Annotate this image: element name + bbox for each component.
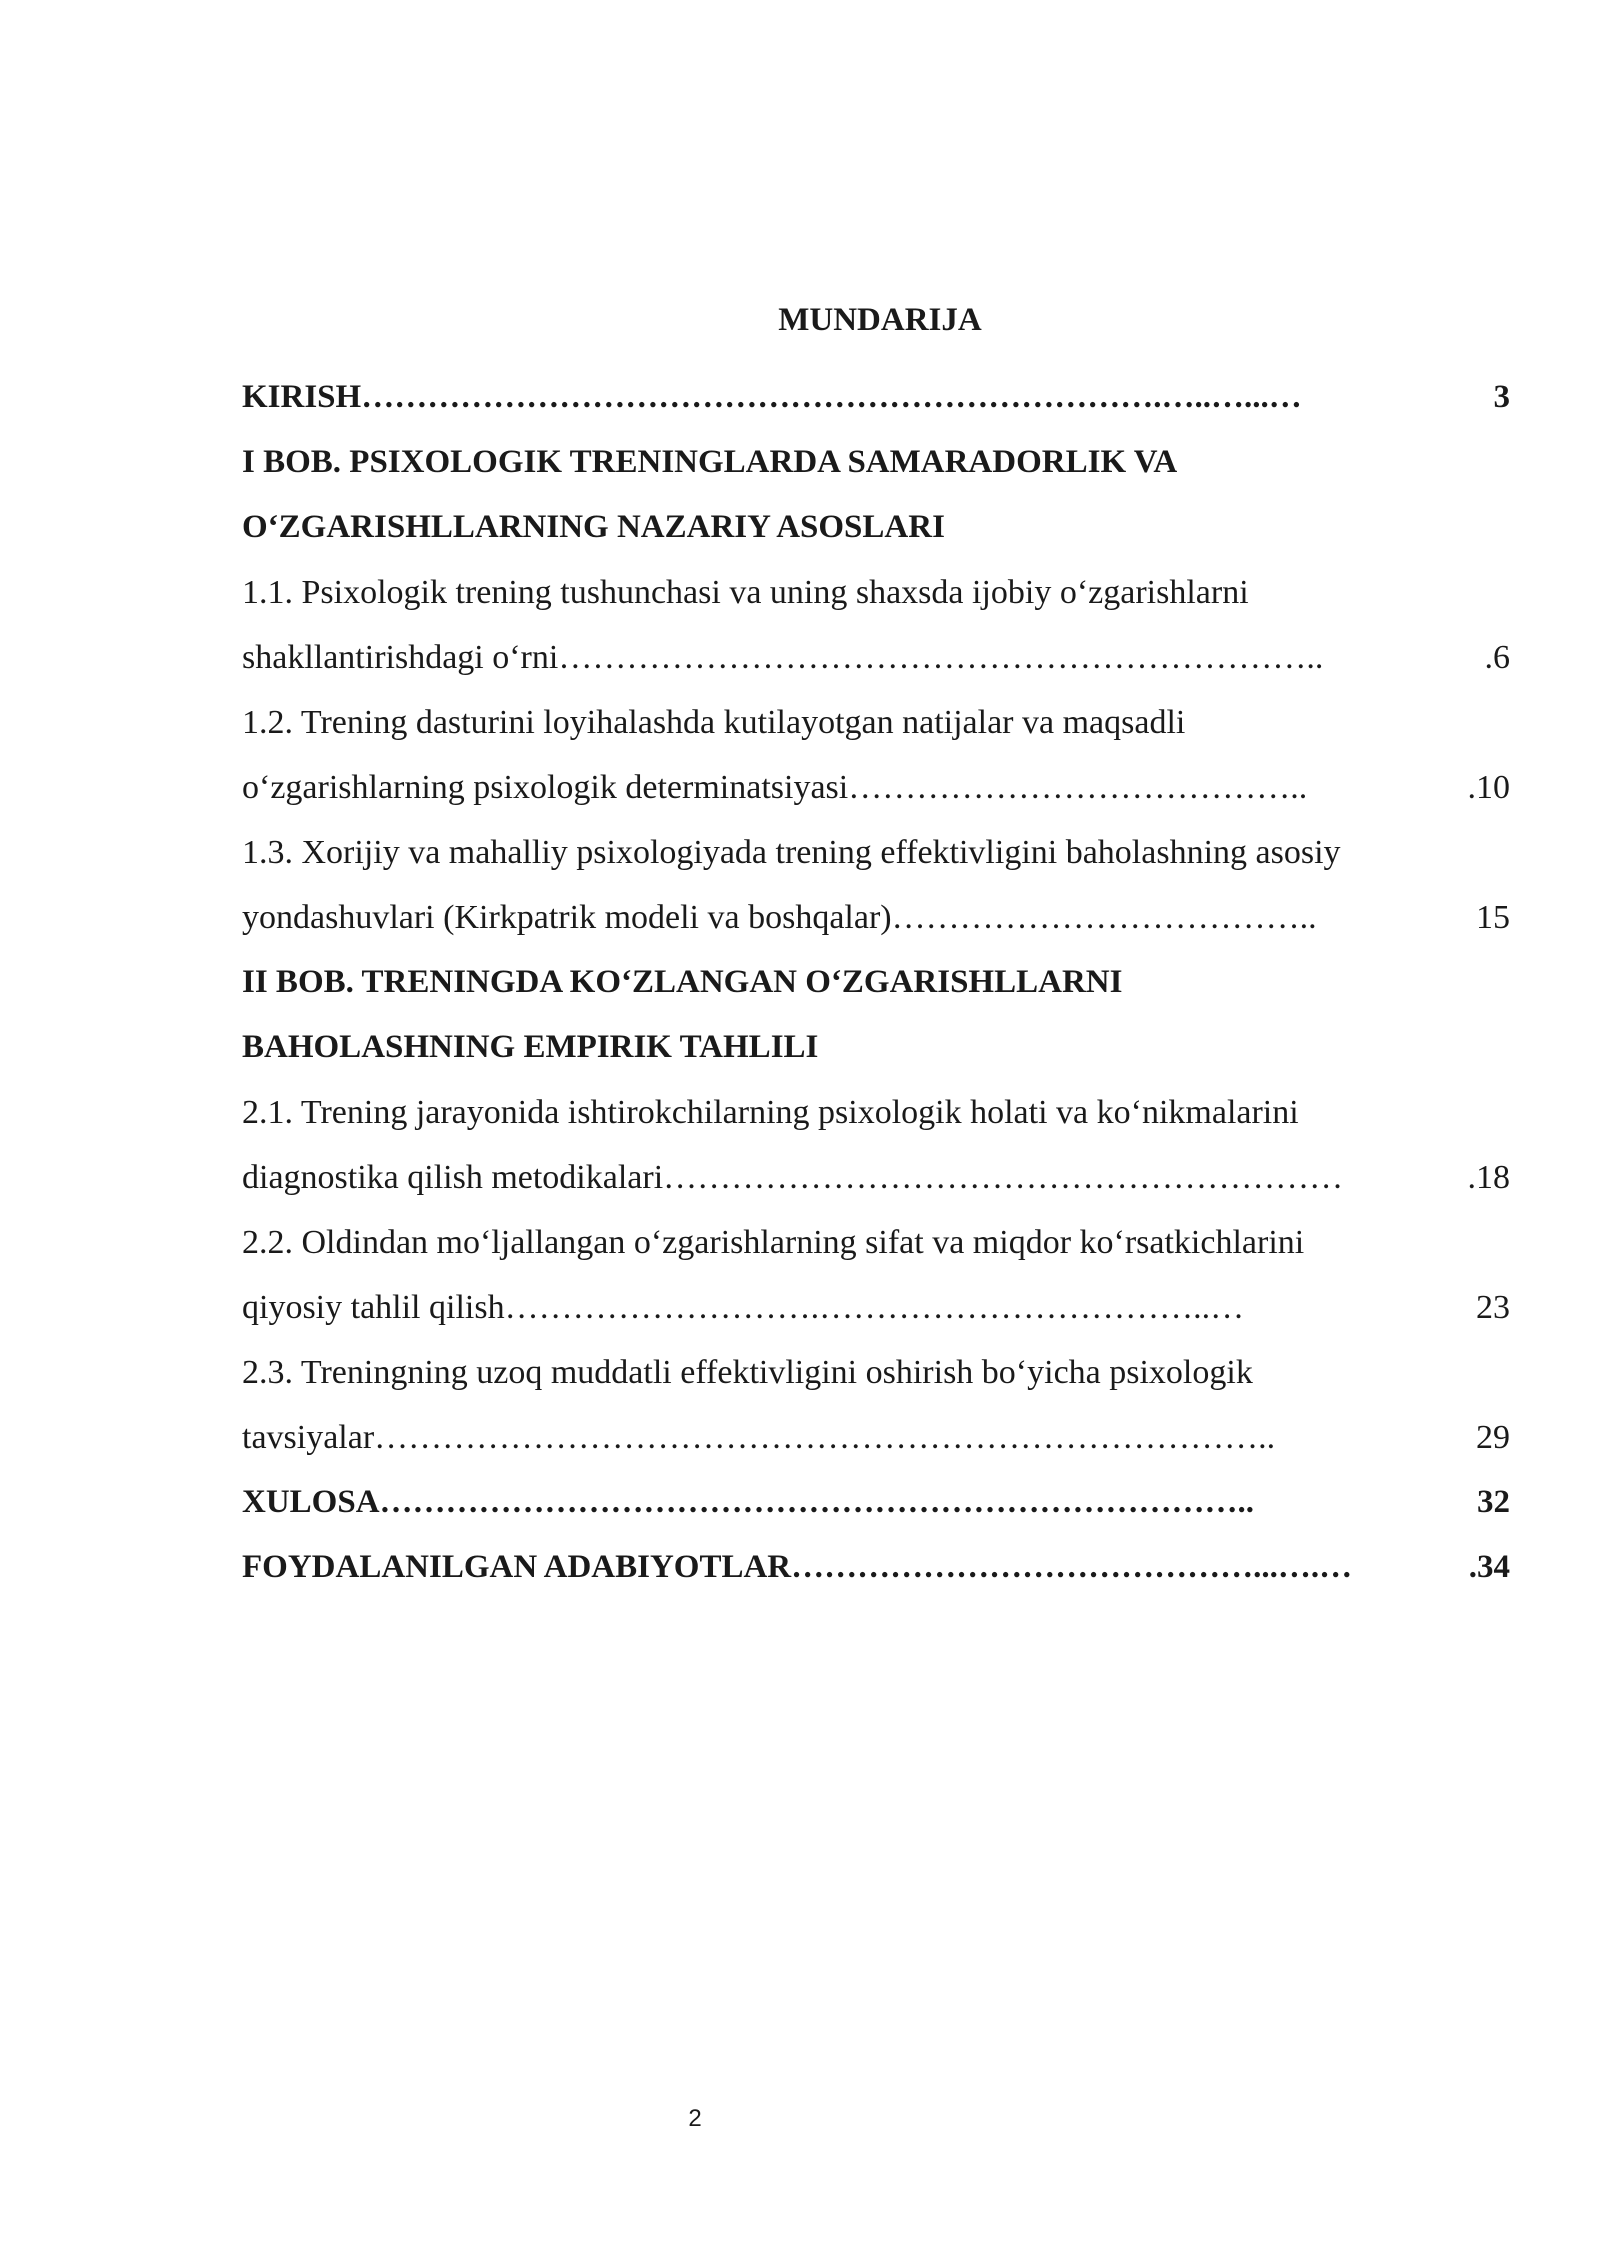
dot-leader: ……………………………………...….… xyxy=(791,1549,1353,1585)
toc-section-1-3-cont[interactable] xyxy=(242,885,1510,950)
toc-page-number: .34 xyxy=(1468,1549,1510,1585)
toc-entry-label: diagnostika qilish metodikalari xyxy=(242,1159,664,1196)
toc-page-number: 3 xyxy=(1493,379,1510,415)
dot-leader: …………………………………………………… xyxy=(663,1159,1344,1196)
toc-entry-label: shakllantirishdagi o‘rni xyxy=(242,639,559,676)
toc-entry-label: tavsiyalar xyxy=(242,1419,375,1456)
toc-section-2-3[interactable]: 2.3. Treningning uzoq muddatli effektivligini oshirish bo‘yicha psixologik xyxy=(242,1354,1253,1391)
toc-entry-adabiyotlar[interactable] xyxy=(242,1535,1510,1600)
toc-chapter-2-heading[interactable]: II BOB. TRENINGDA KO‘ZLANGAN O‘ZGARISHLLARNI xyxy=(242,964,1123,1000)
toc-page-number: .6 xyxy=(1484,639,1510,676)
toc-section-1-2-cont[interactable] xyxy=(242,755,1510,820)
toc-page-number: 29 xyxy=(1476,1419,1510,1456)
toc-entry-label: KIRISH xyxy=(242,379,362,415)
page-number: 2 xyxy=(688,2105,702,2132)
dot-leader: …………………………………………………………………….. xyxy=(374,1419,1276,1456)
toc-page-number: .18 xyxy=(1467,1159,1510,1196)
toc-section-2-2[interactable]: 2.2. Oldindan mo‘ljallangan o‘zgarishlarning sifat va miqdor ko‘rsatkichlarini xyxy=(242,1224,1305,1261)
table-of-contents xyxy=(242,365,1510,1600)
toc-entry-kirish[interactable] xyxy=(242,365,1510,430)
dot-leader: …………………………………………………………………….. xyxy=(379,1484,1255,1520)
toc-entry-xulosa[interactable] xyxy=(242,1470,1510,1535)
toc-page-number: .10 xyxy=(1467,769,1510,806)
toc-section-1-2[interactable]: 1.2. Trening dasturini loyihalashda kutilayotgan natijalar va maqsadli xyxy=(242,704,1186,741)
dot-leader: ……………………….……………………………..… xyxy=(504,1289,1245,1326)
toc-chapter-1-heading-cont[interactable]: O‘ZGARISHLLARNING NAZARIY ASOSLARI xyxy=(242,509,945,545)
dot-leader: ………………………………….. xyxy=(848,769,1308,806)
dot-leader: ……………………………………………………………….…..…...… xyxy=(361,379,1302,415)
toc-section-2-1[interactable]: 2.1. Trening jarayonida ishtirokchilarning psixologik holati va ko‘nikmalarini xyxy=(242,1094,1299,1131)
toc-page-number: 32 xyxy=(1477,1484,1510,1520)
toc-entry-label: o‘zgarishlarning psixologik determinatsiyasi xyxy=(242,769,849,806)
toc-page-number: 23 xyxy=(1476,1289,1510,1326)
toc-page-number: 15 xyxy=(1476,899,1510,936)
toc-entry-label: FOYDALANILGAN ADABIYOTLAR xyxy=(242,1549,792,1585)
toc-chapter-2-heading-cont[interactable]: BAHOLASHNING EMPIRIK TAHLILI xyxy=(242,1029,819,1065)
toc-chapter-1-heading[interactable]: I BOB. PSIXOLOGIK TRENINGLARDA SAMARADORLIK VA xyxy=(242,444,1178,480)
toc-entry-label: XULOSA xyxy=(242,1484,380,1520)
toc-section-2-3-cont[interactable] xyxy=(242,1405,1510,1470)
toc-title: MUNDARIJA xyxy=(778,302,982,338)
toc-section-1-3[interactable]: 1.3. Xorijiy va mahalliy psixologiyada trening effektivligini baholashning asosiy xyxy=(242,834,1341,871)
toc-section-2-1-cont[interactable] xyxy=(242,1145,1510,1210)
toc-section-1-1-cont[interactable] xyxy=(242,625,1510,690)
toc-section-2-2-cont[interactable] xyxy=(242,1275,1510,1340)
toc-section-1-1[interactable]: 1.1. Psixologik trening tushunchasi va uning shaxsda ijobiy o‘zgarishlarni xyxy=(242,574,1249,611)
toc-entry-label: yondashuvlari (Kirkpatrik modeli va boshqalar) xyxy=(242,899,892,936)
dot-leader: ……………………………….. xyxy=(891,899,1317,936)
dot-leader: ………………………………………………………….. xyxy=(558,639,1324,676)
toc-entry-label: qiyosiy tahlil qilish xyxy=(242,1289,505,1326)
